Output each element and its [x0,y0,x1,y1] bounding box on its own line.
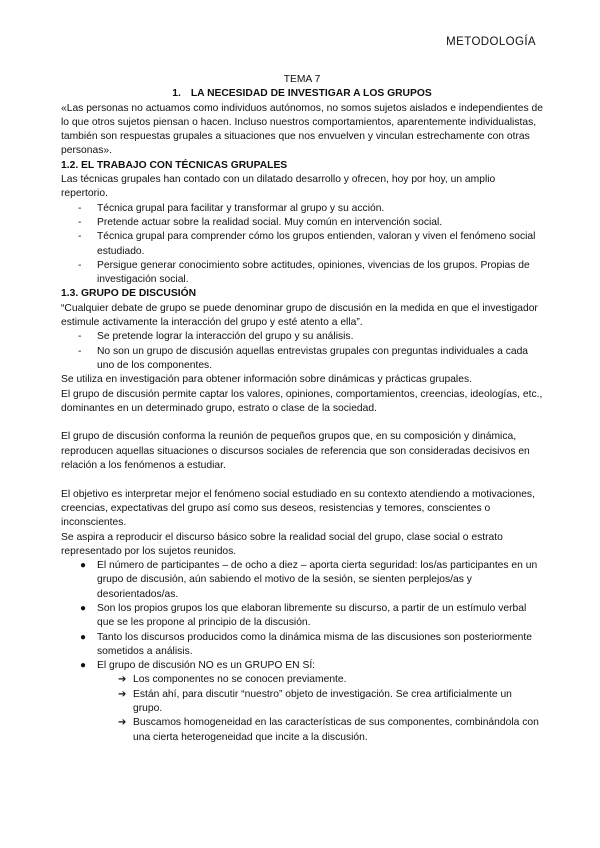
bullet-text: El número de participantes – de ocho a diez – aporta cierta seguridad: los/as participantes en un grupo de discusión, aún sabiendo el motivo de la sesión, se sienten perplejos/as y desorientados/as. [97,560,538,600]
paragraph: El grupo de discusión conforma la reunión de pequeños grupos que, en su composición y dinámica, reproducen aquellas situaciones o discursos sociales de referencia que son consideradas decisivos en relación a los fenómenos a estudiar. [61,431,530,472]
arrow-right-icon: ➔ [118,717,127,729]
section-1-3-heading: 1.3. GRUPO DE DISCUSIÓN [61,288,197,300]
section-1-3-quote: “Cualquier debate de grupo se puede denominar grupo de discusión en la medida en que el investigador estimule activamente la interacción del grupo y esté atento a ella”. [61,302,538,329]
paragraph: El grupo de discusión permite captar los valores, opiniones, comportamientos, creencias, ideologías, etc., dominantes en un determinado grupo, estrato o clase de la sociedad. [61,388,543,414]
page-header-section: METODOLOGÍA [446,36,536,48]
arrow-item [61,688,543,717]
section-1-heading [61,87,543,101]
discussion-group-list [61,330,543,373]
section-1-title: LA NECESIDAD DE INVESTIGAR A LOS GRUPOS [190,88,432,100]
arrow-right-icon: ➔ [118,688,127,700]
arrow-text: Están ahí, para discutir “nuestro” objeto de investigación. Se crea artificialmente un grupo. [133,688,512,715]
bullet-icon: ● [80,631,87,643]
section-1-2-heading: 1.2. EL TRABAJO CON TÉCNICAS GRUPALES [61,159,288,171]
list-item: - Pretende actuar sobre la realidad social. Muy común en intervención social. [61,216,543,230]
section-1-2-intro: Las técnicas grupales han contado con un dilatado desarrollo y ofrecen, hoy por hoy, un amplio repertorio. [61,174,496,200]
arrow-text: Buscamos homogeneidad en las características de sus componentes, combinándola con una cierta heterogeneidad que incite a la discusión. [133,717,539,743]
list-item: - Persigue generar conocimiento sobre actitudes, opiniones, vivencias de los grupos. Propias de investigación social. [61,259,543,288]
techniques-list [61,202,543,288]
arrow-item [61,716,543,745]
bullet-item [61,631,543,660]
bullet-item [61,602,543,631]
section-1-quote: «Las personas no actuamos como individuos autónomos, no somos sujetos aislados e independientes de lo que otros sujetos piensan o hacen. Incluso nuestros comportamientos, aparentemente individualistas, también son respuestas grupales a situaciones que nos envuelven y vinculan estrechamente con otras personas». [61,102,543,157]
arrow-text: Los componentes no se conocen previamente. [133,674,347,686]
paragraph: Se utiliza en investigación para obtener información sobre dinámicas y prácticas grupales. [61,374,472,386]
arrow-item [61,673,543,687]
paragraph-gap [61,473,543,487]
document-body [61,73,543,745]
arrow-right-icon: ➔ [118,674,127,686]
bullet-icon: ● [80,660,87,672]
bullet-icon: ● [80,602,87,614]
bullet-item [61,559,543,602]
bullet-text: Son los propios grupos los que elaboran libremente su discurso, a partir de un estímulo verbal que se les propone al principio de la discusión. [97,602,527,629]
bullet-text: Tanto los discursos producidos como la dinámica misma de las discusiones son posteriormente sometidos a análisis. [97,631,532,657]
bullet-icon: ● [80,560,87,572]
bullet-list [61,559,543,673]
arrow-list [61,673,543,744]
bullet-item [61,659,543,673]
list-item: - Se pretende lograr la interacción del grupo y su análisis. [61,330,543,344]
list-item: - Técnica grupal para comprender cómo los grupos entienden, valoran y viven el fenómeno social estudiado. [61,230,543,259]
tema-title: TEMA 7 [283,74,321,85]
paragraph: El objetivo es interpretar mejor el fenómeno social estudiado en su contexto atendiendo a motivaciones, creencias, expectativas del grupo así como sus deseos, resistencias y temores, conscientes o inconscientes. [61,488,535,529]
bullet-text: El grupo de discusión NO es un GRUPO EN SÍ: [97,660,316,672]
list-item: - No son un grupo de discusión aquellas entrevistas grupales con preguntas individuales a cada uno de los componentes. [61,345,543,374]
paragraph: Se aspira a reproducir el discurso básico sobre la realidad social del grupo, clase social o estrato representado por los sujetos reunidos. [61,531,503,557]
paragraph-gap [61,416,543,430]
list-item: - Técnica grupal para facilitar y transformar al grupo y su acción. [61,202,543,216]
section-1-number: 1. [172,88,181,100]
